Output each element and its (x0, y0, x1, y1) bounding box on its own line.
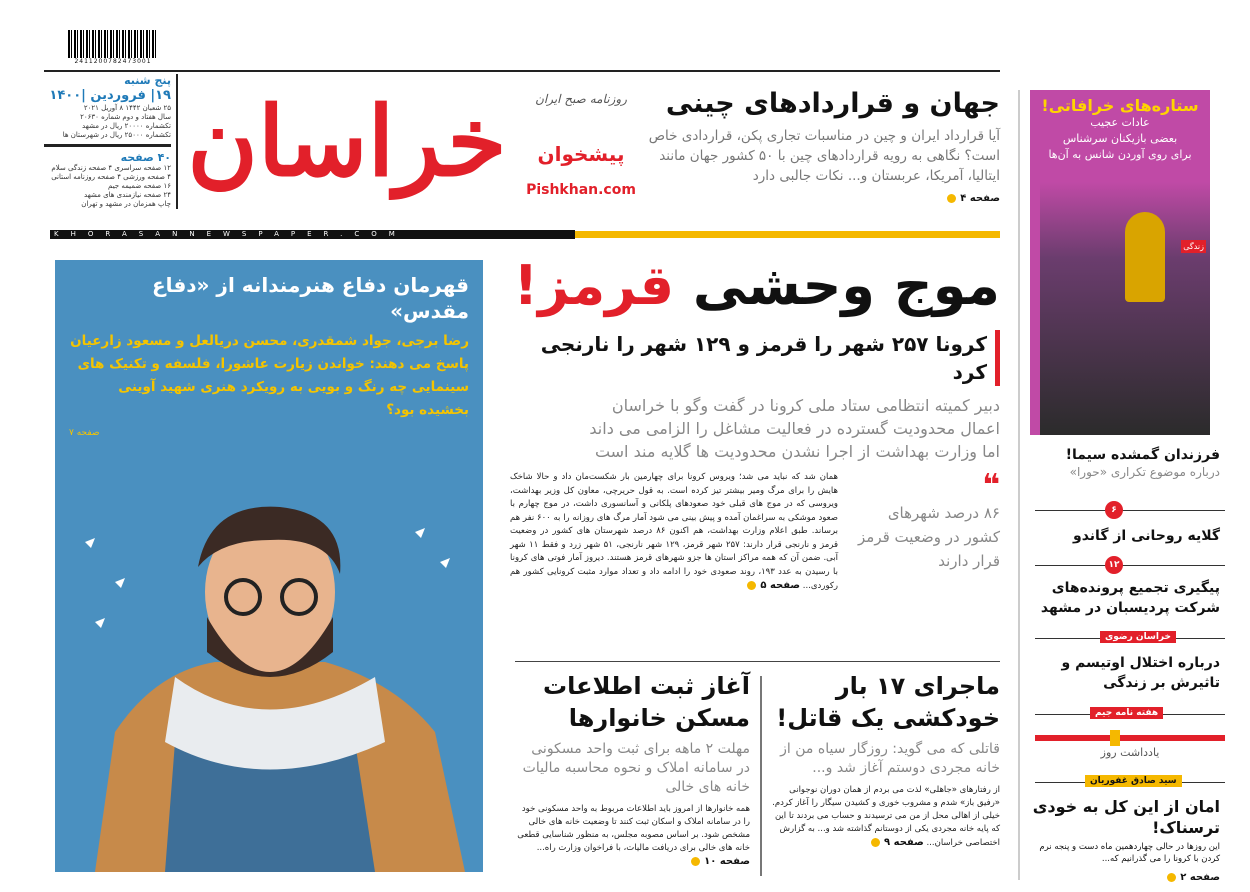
headline-red: قرمز! (513, 254, 675, 317)
divider (515, 661, 1000, 662)
story-body: همه خانوارها از امروز باید اطلاعات مربوط به واحد مسکونی خود را در سامانه املاک و اسکان ثبت کنند تا وضعیت خانه های خالی مشخص شود. بر اساس مصوبه مجلس، به منظور شناسایی قطعی خانه های خالی برای دریافت مالیات، با فراخوان وزارت راه... (517, 804, 750, 853)
page-ref: صفحه ۴ (947, 193, 1000, 204)
promo-line: بعضی بازیکنان سرشناس (1062, 132, 1178, 145)
top-story-title: جهان و قراردادهای چینی (665, 88, 1000, 119)
pull-quote (850, 468, 1000, 594)
item-title: پیگیری تجمیع پرونده‌های شرکت پردیسبان در مشهد (1040, 580, 1220, 616)
body-text: همان شد که نباید می شد؛ ویروس کرونا برای چهارمین بار شکست‌مان داد و حالا شاخک هایش را برای مرگ ومیر بیشتر تیز کرده است. به قول حریرچی، معاون کل وزیر بهداشت، ویروسی که در موج های قبلی خود صعودهای پلکانی و آسانسوری داشت، در موج چهارم با صعود موشکی به سراغمان آمده و پیش بینی می شود آمار مرگ های روزانه را به ۶۰۰ نفر هم برساند. طبق اعلام وزارت بهداشت، هم اکنون ۸۶ درصد شهرستان های کشور در وضعیت قرمز و نارنجی قرار دارند: ۲۵۷ شهر قرمز، ۱۲۹ شهر نارنجی، ۵۱ شهر زرد و فقط ۱۱ شهر آبی. ضمن آن که همه مراکز استان ها جزو شهرهای قرمز هستند. دیروز آمار فوتی های کرونا با رسیدن به عدد ۱۹۳، روند صعودی خود را ادامه داد و تعداد موارد مثبت کرونایی کشور هم رکوردی... (510, 472, 839, 591)
divider (44, 144, 171, 147)
promo-box[interactable] (1030, 90, 1210, 435)
masthead-logo (182, 72, 640, 224)
issue-date: ۱۹| فروردین |۱۴۰۰ (49, 88, 171, 103)
promo-title: ستاره‌های خرافاتی! (1041, 96, 1199, 115)
info-line: ۱۶ صفحه ضمیمه جیم (108, 182, 171, 190)
barcode (68, 30, 158, 58)
right-item[interactable] (1030, 653, 1220, 693)
page-ref: صفحه ۲ (1167, 872, 1220, 883)
story-body: از رفتارهای «جاهلی» لذت می بردم از همان دوران نوجوانی «رفیق باز» شدم و مشروب خوری و کشیدن سیگار را آغاز کردم. خیلی از اهالی محل از من می ترسیدند و حساب می بردند تا این که پایه خانه مجردی یکی از دوستانم گذاشته شد و... به گزارش اختصاصی خراسان... (772, 785, 1000, 848)
page-badge: ۱۲ (1105, 556, 1123, 574)
deck-line: اما وزارت بهداشت از اجرا نشدن محدودیت ها گلایه مند است (594, 442, 1000, 461)
info-line: تکشماره ۲۰۰۰۰ ریال در مشهد (82, 122, 171, 130)
story-suicide[interactable] (770, 670, 1000, 850)
lead-story (510, 250, 1000, 655)
footballers-photo (1040, 182, 1210, 435)
trophy-icon (1125, 212, 1165, 302)
column-title: امان از این کل به خودی ترسناک! (1032, 797, 1220, 837)
divider (760, 676, 762, 876)
page-ref: صفحه ۱۰ (691, 856, 750, 867)
top-story[interactable] (645, 88, 1000, 205)
story-title: ماجرای ۱۷ بار خودکشی یک قاتل! (776, 672, 1000, 732)
quote-text: ۸۶ درصد شهرهای کشور در وضعیت قرمز قرار دارند (858, 504, 1000, 570)
site-link[interactable]: Pishkhan.com (526, 182, 636, 198)
avini-illustration (55, 502, 483, 872)
feature-deck: رضا برجی، جواد شمقدری، محسن دریالعل و مسعود زارعیان پاسخ می دهند: خواندن زیارت عاشورا، فلسفه و تکنیک های سینمایی چه رنگ و بویی به رویکرد هنری شهید آوینی بخشیده بود؟ (70, 333, 469, 418)
deck-line: اعمال محدودیت گسترده در فعالیت مشاغل را الزامی می داند (589, 419, 1000, 438)
info-line: ۲۴ صفحه نیازمندی های مشهد (84, 191, 171, 199)
story-deck: مهلت ۲ ماهه برای ثبت واحد مسکونی در سامانه املاک و نحوه محاسبه مالیات خانه های خالی (522, 741, 750, 795)
column-bar (1035, 735, 1225, 741)
info-line: ۱۲ صفحه سراسری ۴ صفحه زندگی سلام (51, 164, 171, 172)
lead-body (510, 471, 838, 594)
yellow-bar (575, 231, 1000, 238)
page-badge: ۶ (1105, 501, 1123, 519)
divider (1035, 565, 1225, 566)
promo-line: برای روی آوردن شانس به آن‌ها (1048, 148, 1192, 161)
feature-panel[interactable] (55, 260, 483, 872)
right-item[interactable] (1030, 445, 1220, 479)
lead-headline[interactable] (510, 250, 1000, 322)
item-title: فرزندان گمشده سیما! (1065, 447, 1220, 463)
item-title: گلایه روحانی از گاندو (1073, 528, 1220, 544)
logo-text: خراسان (187, 85, 507, 198)
column-body: این روزها در حالی چهاردهمین ماه دست و پنجه نرم کردن با کرونا را می گذرانیم که... (1039, 842, 1220, 864)
lead-deck (510, 394, 1000, 463)
promo-line: عادات عجیب (1090, 116, 1150, 129)
page-ref: صفحه ۹ (871, 837, 924, 848)
lead-body-row (510, 468, 1000, 594)
column-article[interactable] (1030, 796, 1220, 884)
tagline: روزنامه صبح ایران (535, 92, 627, 106)
author-label: سید صادق غفوریان (1085, 775, 1182, 787)
date-box (44, 74, 178, 209)
feature-title: قهرمان دفاع هنرمندانه از «دفاع مقدس» (152, 273, 469, 323)
pishkhan-label: پیشخوان (537, 142, 625, 166)
story-deck: قاتلی که می گوید: روزگار سیاه من از خانه مجردی دوستم آغاز شد و... (780, 741, 1000, 776)
section-label: هفته نامه جیم (1090, 707, 1163, 719)
quote-mark-icon: ❝ (982, 468, 1000, 503)
lead-subheadline: کرونا ۲۵۷ شهر را قرمز و ۱۲۹ شهر را نارنجی کرد (510, 330, 1000, 386)
column-divider (1018, 90, 1020, 880)
column-label: یادداشت روز (1100, 746, 1160, 759)
story-housing[interactable] (515, 670, 750, 869)
page-count: ۴۰ صفحه (120, 151, 171, 164)
story-title: آغاز ثبت اطلاعات مسکن خانوارها (543, 672, 750, 732)
website-strip: KHORASANNEWSPAPER.COM (50, 230, 575, 239)
barcode-number: 2411200782473001 (74, 58, 152, 65)
deck-line: دبیر کمیته انتظامی ستاد ملی کرونا در گفت وگو با خراسان (611, 396, 1000, 415)
item-sub: درباره موضوع تکراری «حورا» (1069, 465, 1220, 479)
section-label: خراسان رضوی (1100, 631, 1176, 643)
divider (1035, 510, 1225, 511)
info-line: چاپ همزمان در مشهد و تهران (81, 200, 171, 208)
top-story-deck: آیا قرارداد ایران و چین در مناسبات تجاری پکن، قراردادی خاص است؟ نگاهی به رویه قراردادهای چین با ۵۰ کشور جهان مانند ایتالیا، آمریکا، عربستان و... نکات جالبی دارد (648, 128, 1000, 184)
info-line: ۴ صفحه ورزشی ۴ صفحه روزنامه استانی (51, 173, 171, 181)
info-line: سال هفتاد و دوم شماره ۲۰۶۳۰ (80, 113, 171, 121)
column-marker (1110, 730, 1120, 746)
right-item[interactable] (1030, 526, 1220, 546)
page-ref: صفحه ۷ (69, 428, 100, 438)
item-title: درباره اختلال اوتیسم و تاثیرش بر زندگی (1061, 655, 1220, 691)
info-line: تکشماره ۲۵۰۰۰ ریال در شهرستان ها (62, 131, 171, 139)
headline-black: موج وحشی (692, 254, 1000, 317)
info-line: ۲۵ شعبان ۱۴۴۲ ۸ آوریل ۲۰۲۱ (83, 104, 171, 112)
section-tag: زندگی (1183, 242, 1204, 251)
weekday: پنج شنبه (124, 74, 171, 87)
right-item[interactable] (1030, 578, 1220, 618)
page-ref[interactable]: صفحه ۵ (747, 580, 800, 591)
